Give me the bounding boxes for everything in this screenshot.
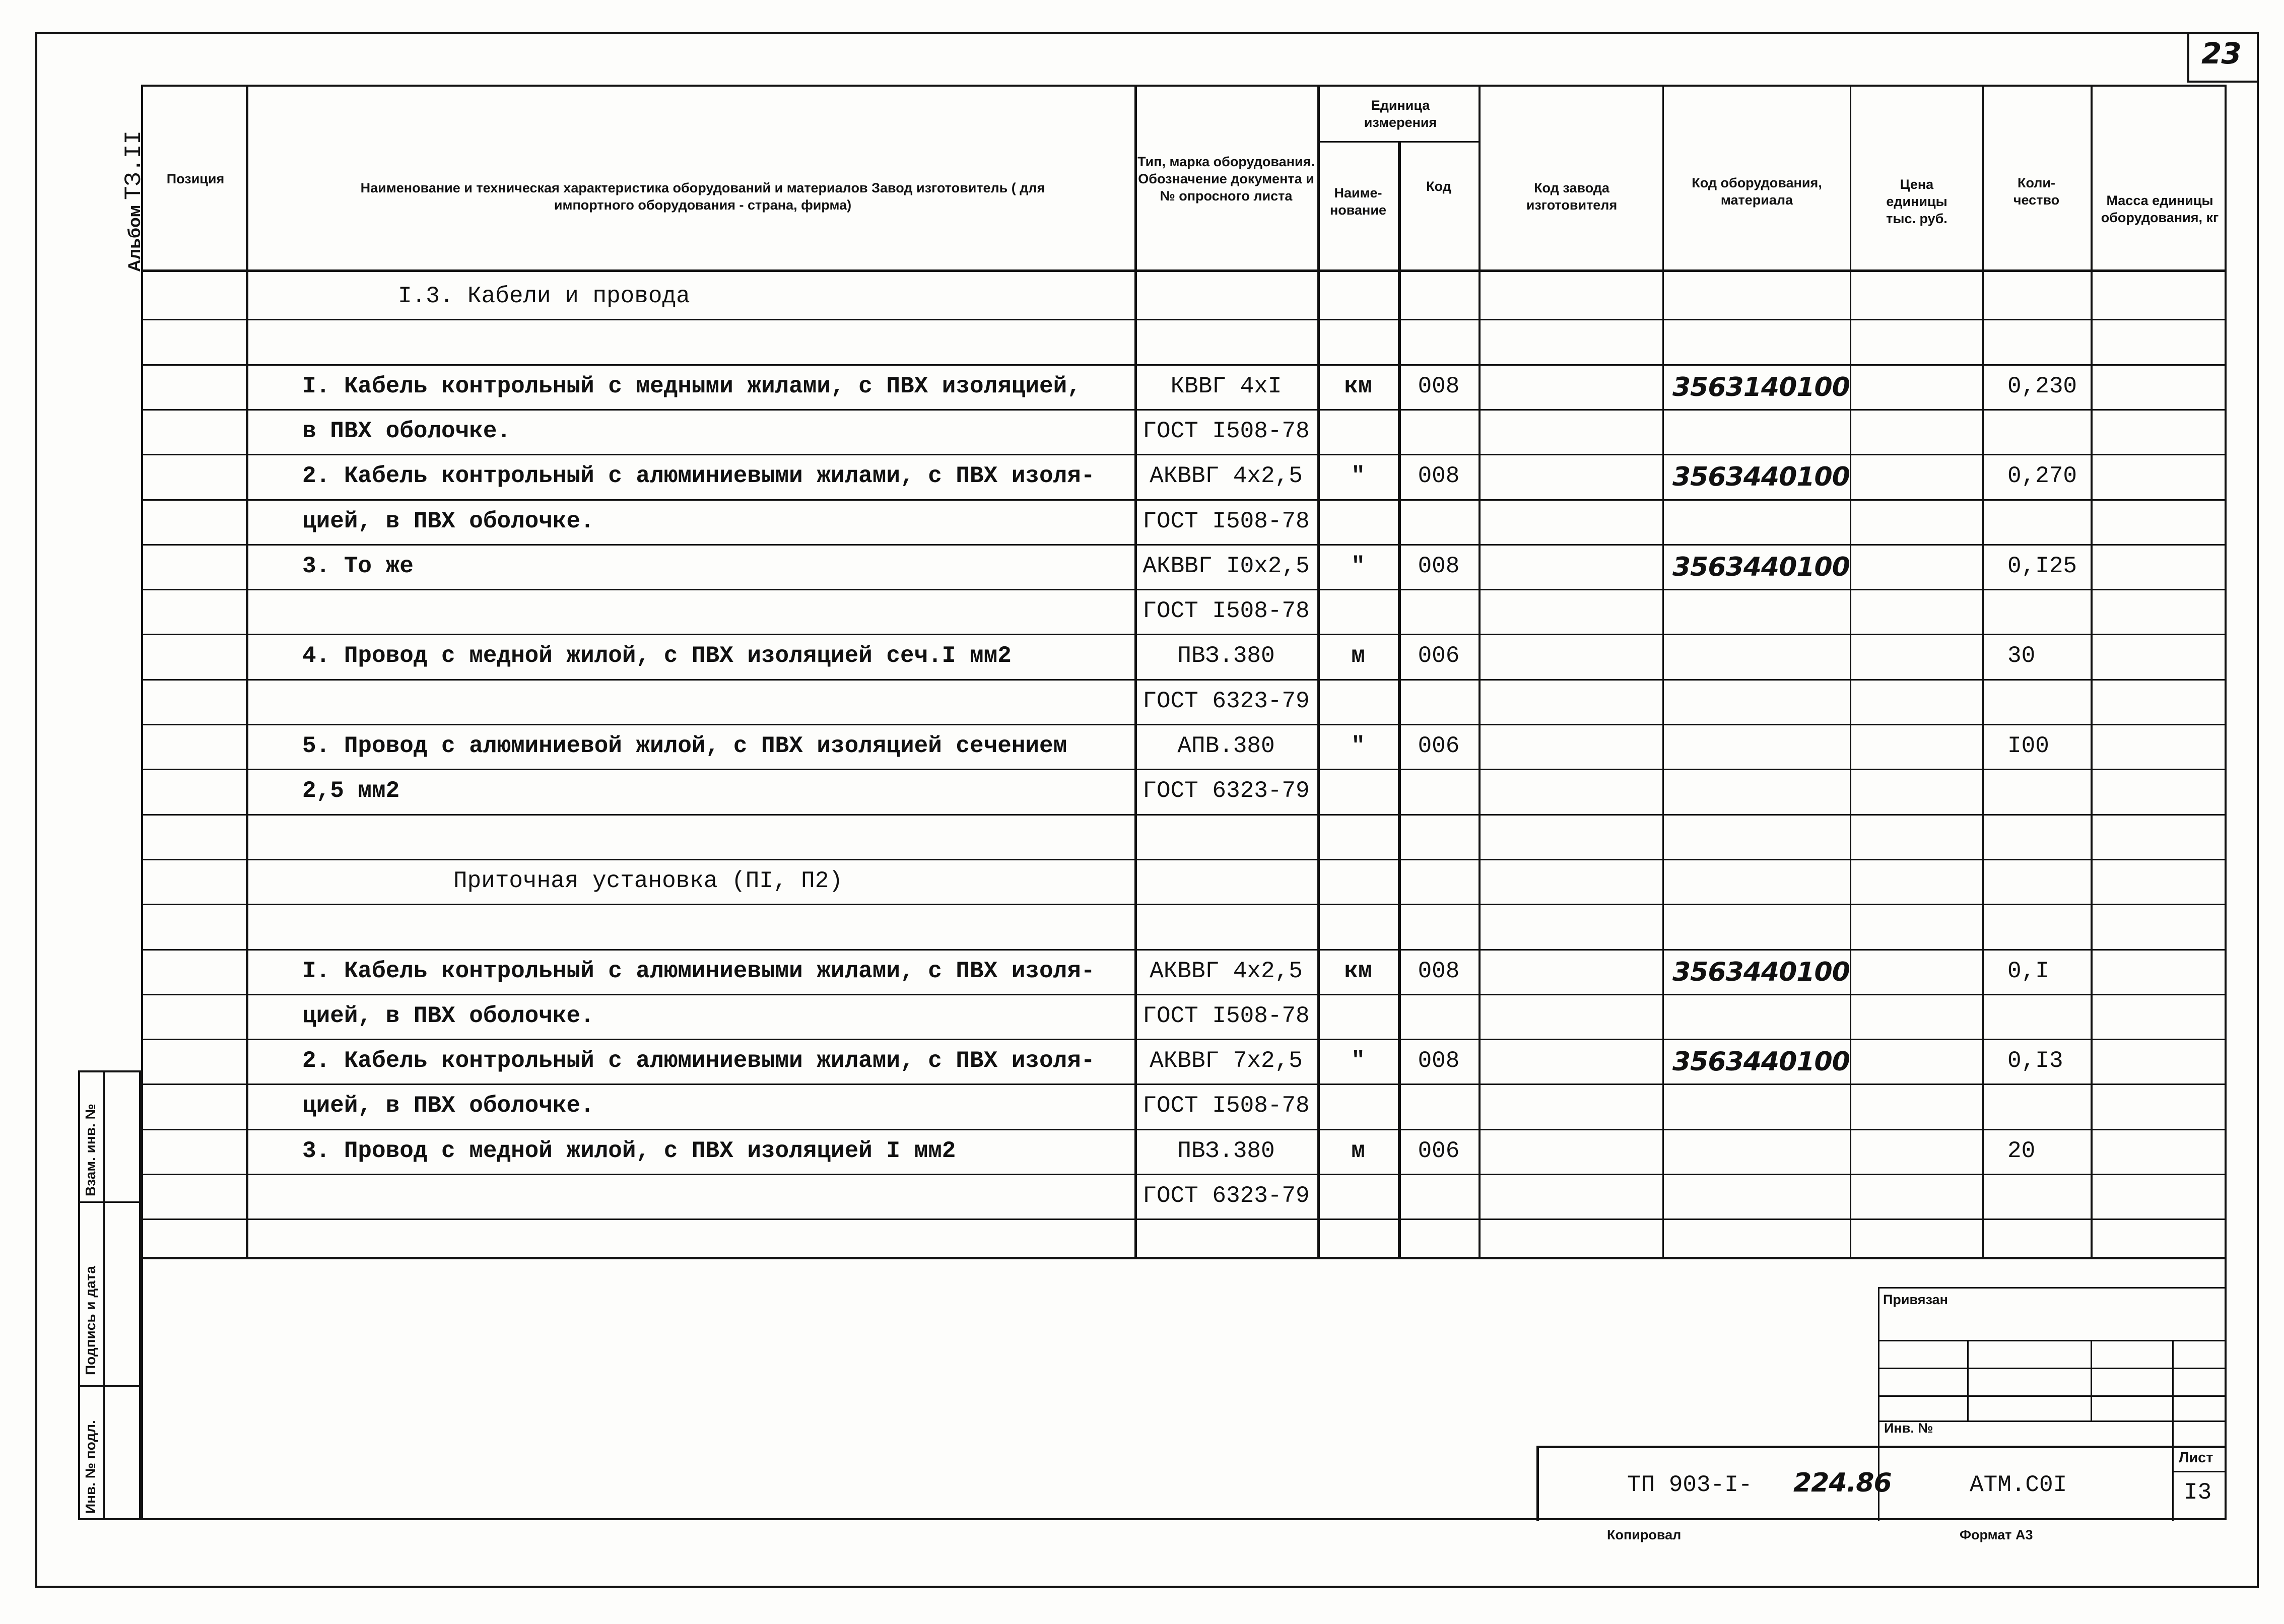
header-price: Цена единицы тыс. руб.	[1886, 177, 1947, 226]
row-unit: м	[1351, 1137, 1365, 1164]
row-code: 008	[1418, 373, 1460, 399]
row-type: ПВЗ.380	[1177, 643, 1275, 669]
side-strip-divider	[103, 1070, 105, 1520]
row-quantity: 30	[2007, 643, 2036, 669]
row-type: ГОСТ 6323-79	[1143, 688, 1310, 714]
header-unit: Единица измерения	[1364, 98, 1437, 130]
header-equipment-code: Код оборудования, материала	[1692, 175, 1822, 208]
row-line	[141, 994, 2227, 995]
col-line	[1662, 85, 1664, 1257]
row-unit: м	[1351, 643, 1365, 669]
row-line	[141, 949, 2227, 951]
header-mass: Масса единицы оборудования, кг	[2101, 193, 2219, 225]
row-name: I. Кабель контрольный с алюминиевыми жилами, с ПВХ изоля-	[302, 958, 1095, 984]
stamp-line	[1967, 1340, 1969, 1420]
row-unit: км	[1344, 958, 1372, 984]
col-line	[1134, 85, 1137, 1257]
row-equipment-code: 3563440100	[1672, 1047, 1850, 1077]
row-name: 4. Провод с медной жилой, с ПВХ изоляцией сеч.I мм2	[302, 643, 1012, 669]
row-code: 008	[1418, 1048, 1460, 1074]
row-type: ГОСТ I508-78	[1143, 1002, 1310, 1029]
header-position: Позиция	[166, 171, 225, 186]
row-equipment-code: 3563440100	[1672, 462, 1850, 493]
stamp-line	[1878, 1368, 2227, 1369]
stamp-line	[2172, 1340, 2174, 1521]
row-line	[141, 859, 2227, 860]
row-code: 006	[1418, 1137, 1460, 1164]
stamp-doc-code: АТМ.С0I	[1970, 1472, 2067, 1498]
row-line	[141, 1174, 2227, 1175]
row-type: АКВВГ 4х2,5	[1150, 958, 1303, 984]
stamp-inv-no: Инв. №	[1884, 1420, 1933, 1436]
row-unit: "	[1351, 733, 1365, 759]
row-quantity: 0,I	[2007, 958, 2049, 984]
side-strip-line	[78, 1385, 141, 1387]
row-line	[141, 724, 2227, 725]
row-name: в ПВХ оболочке.	[302, 418, 511, 444]
stamp-attached: Привязан	[1883, 1292, 1948, 1307]
row-name: цией, в ПВХ оболочке.	[302, 1093, 594, 1119]
row-line	[141, 1084, 2227, 1085]
stamp-sheet: I3	[2184, 1479, 2212, 1506]
row-type: ГОСТ I508-78	[1143, 418, 1310, 444]
side-label-vzam: Взам. инв. №	[83, 1104, 98, 1196]
row-name: I.3. Кабели и провода	[398, 283, 690, 309]
row-name: 5. Провод с алюминиевой жилой, с ПВХ изоляцией сечением	[302, 733, 1067, 759]
row-line	[141, 814, 2227, 816]
row-unit: км	[1344, 373, 1372, 399]
header-name: Наименование и техническая характеристика оборудований и материалов Завод изготовитель ( для импортного оборудования - страна, фирма)	[360, 180, 1045, 213]
col-line	[1317, 85, 1320, 1257]
row-line	[141, 769, 2227, 770]
col-line	[2091, 85, 2093, 1257]
header-type: Тип, марка оборудования. Обозначение документа и № опросного листа	[1137, 154, 1315, 204]
row-name: Приточная установка (ПI, П2)	[453, 867, 843, 894]
row-code: 008	[1418, 463, 1460, 490]
row-line	[141, 544, 2227, 546]
row-equipment-code: 3563440100	[1672, 957, 1850, 987]
row-quantity: 0,230	[2007, 373, 2077, 399]
row-type: АКВВГ 4х2,5	[1150, 463, 1303, 490]
row-name: I. Кабель контрольный с медными жилами, с ПВХ изоляцией,	[302, 373, 1081, 399]
row-unit: "	[1351, 1048, 1365, 1074]
row-name: 3. То же	[302, 553, 414, 579]
row-name: цией, в ПВХ оболочке.	[302, 508, 594, 534]
stamp-line	[2091, 1340, 2092, 1420]
row-name: 2,5 мм2	[302, 778, 400, 804]
header-factory-code: Код завода изготовителя	[1526, 180, 1618, 213]
stamp-line	[1878, 1287, 2227, 1289]
row-name: 3. Провод с медной жилой, с ПВХ изоляцией I мм2	[302, 1137, 956, 1164]
row-quantity: 0,270	[2007, 463, 2077, 490]
row-unit: "	[1351, 463, 1365, 490]
stamp-project-hand: 224.86	[1793, 1468, 1892, 1498]
header-quantity: Коли- чество	[2013, 175, 2060, 208]
side-label-inv-podl: Инв. № подл.	[83, 1420, 98, 1514]
col-line	[1982, 85, 1984, 1257]
row-quantity: I00	[2007, 733, 2049, 759]
row-quantity: 20	[2007, 1137, 2036, 1164]
col-line	[1479, 85, 1481, 1257]
row-type: АКВВГ 7х2,5	[1150, 1048, 1303, 1074]
row-type: ГОСТ I508-78	[1143, 508, 1310, 534]
col-line	[246, 85, 248, 1257]
row-line	[141, 454, 2227, 455]
header-bottom-line	[141, 269, 2227, 272]
header-unit-name: Наиме- нование	[1330, 185, 1386, 218]
footer-format: Формат А3	[1960, 1527, 2033, 1542]
row-code: 006	[1418, 643, 1460, 669]
row-line	[141, 634, 2227, 635]
row-code: 008	[1418, 553, 1460, 579]
stamp-line	[2172, 1471, 2227, 1472]
stamp-line	[1536, 1446, 2227, 1448]
row-quantity: 0,I25	[2007, 553, 2077, 579]
row-name: 2. Кабель контрольный с алюминиевыми жилами, с ПВХ изоля-	[302, 1048, 1095, 1074]
row-line	[141, 904, 2227, 905]
unit-header-divider	[1317, 141, 1479, 143]
row-line	[141, 364, 2227, 366]
row-equipment-code: 3563140100	[1672, 372, 1850, 402]
header-unit-code: Код	[1426, 179, 1451, 194]
col-line	[1850, 85, 1851, 1257]
row-line	[141, 1129, 2227, 1130]
row-type: КВВГ 4хI	[1170, 373, 1282, 399]
row-code: 008	[1418, 958, 1460, 984]
stamp-project: ТП 903-I-	[1627, 1472, 1753, 1498]
table-bottom-line	[141, 1257, 2227, 1259]
side-label-signature: Подпись и дата	[83, 1266, 98, 1375]
footer-copied: Копировал	[1607, 1527, 1682, 1542]
unit-code-box	[1398, 269, 1399, 1257]
sheet-number-top: 23	[2201, 36, 2241, 71]
row-line	[141, 589, 2227, 590]
row-unit: "	[1351, 553, 1365, 579]
row-type: ПВЗ.380	[1177, 1137, 1275, 1164]
row-code: 006	[1418, 733, 1460, 759]
row-line	[141, 1219, 2227, 1220]
stamp-line	[1878, 1395, 2227, 1397]
side-strip-line	[78, 1201, 141, 1203]
row-type: ГОСТ 6323-79	[1143, 778, 1310, 804]
stamp-line	[1878, 1340, 2227, 1341]
row-line	[141, 499, 2227, 501]
row-name: цией, в ПВХ оболочке.	[302, 1002, 594, 1029]
album-label: Альбом ТЗ.II	[121, 130, 147, 272]
row-line	[141, 319, 2227, 320]
row-type: ГОСТ I508-78	[1143, 598, 1310, 625]
row-line	[141, 679, 2227, 681]
row-type: ГОСТ I508-78	[1143, 1093, 1310, 1119]
row-name: 2. Кабель контрольный с алюминиевыми жилами, с ПВХ изоля-	[302, 463, 1095, 490]
stamp-sheet-label: Лист	[2179, 1450, 2213, 1466]
stamp-line	[1536, 1446, 1539, 1521]
row-type: АКВВГ I0х2,5	[1143, 553, 1310, 579]
row-type: ГОСТ 6323-79	[1143, 1183, 1310, 1209]
row-line	[141, 409, 2227, 411]
row-type: АПВ.380	[1177, 733, 1275, 759]
row-equipment-code: 3563440100	[1672, 552, 1850, 582]
row-line	[141, 1039, 2227, 1040]
row-quantity: 0,I3	[2007, 1048, 2063, 1074]
